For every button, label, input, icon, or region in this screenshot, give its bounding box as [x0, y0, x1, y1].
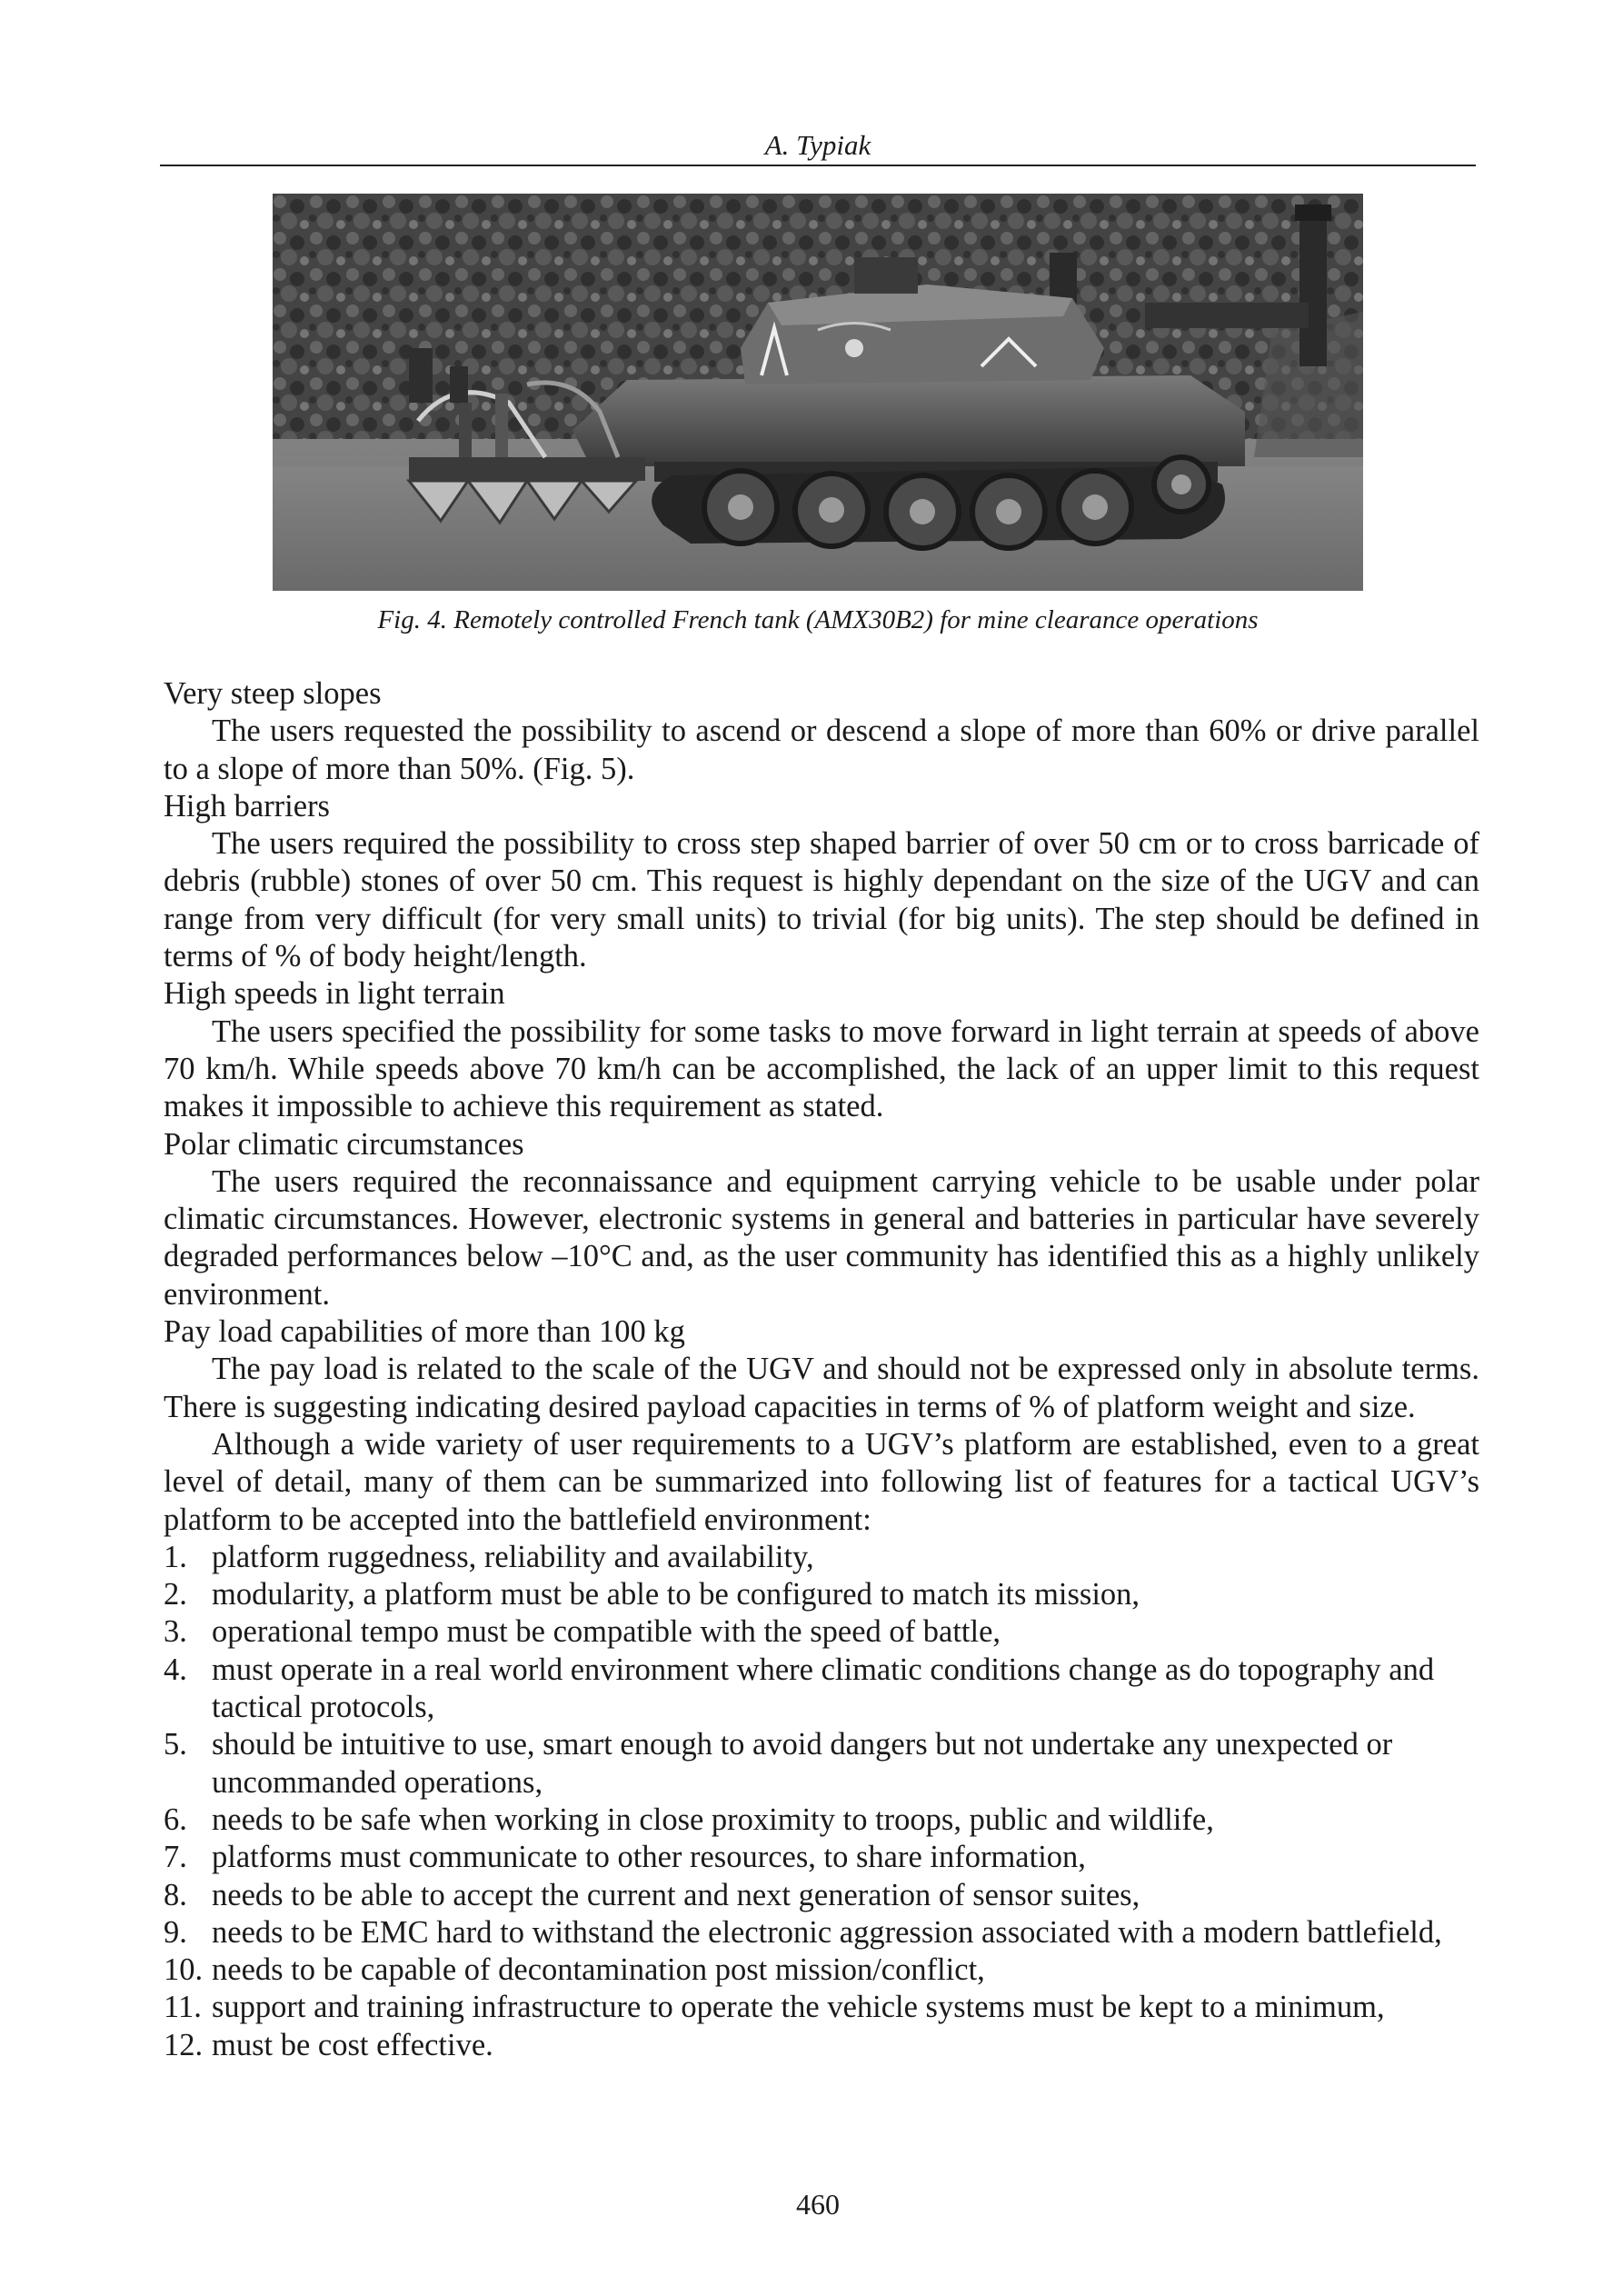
- list-item: [164, 1613, 1479, 1651]
- list-item: [164, 1877, 1479, 1914]
- list-item: [164, 1989, 1479, 2026]
- list-number: 10.: [164, 1952, 204, 1988]
- running-head: A. Typiak: [764, 129, 871, 161]
- features-list: [164, 1539, 1479, 2064]
- list-number: 7.: [164, 1840, 187, 1875]
- list-item: [164, 1952, 1479, 1989]
- list-item: [164, 1802, 1479, 1839]
- list-text: platforms must communicate to other resources, to share information,: [212, 1840, 1086, 1875]
- list-text: should be intuitive to use, smart enough to avoid dangers but not undertake any unexpected or uncommanded operations,: [212, 1727, 1393, 1800]
- list-item: [164, 1576, 1479, 1613]
- header-rule: [160, 165, 1476, 166]
- list-text: support and training infrastructure to operate the vehicle systems must be kept to a minimum,: [212, 1990, 1385, 2025]
- list-text: needs to be safe when working in close proximity to troops, public and wildlife,: [212, 1802, 1214, 1837]
- list-text: must operate in a real world environment where climatic conditions change as do topography and tactical protocols,: [212, 1652, 1435, 1725]
- list-item: [164, 2027, 1479, 2064]
- summary-paragraph: Although a wide variety of user requirements to a UGV’s platform are established, even to a great level of detail, many of them can be summarized into following list of features for a tactical UGV’s platform to be accepted into the battlefield environment:: [164, 1426, 1479, 1537]
- figure-caption: Fig. 4. Remotely controlled French tank (AMX30B2) for mine clearance operations: [377, 605, 1259, 634]
- section-heading: High speeds in light terrain: [164, 976, 505, 1012]
- page-number: 460: [796, 2188, 840, 2221]
- section-paragraph: The users required the reconnaissance and equipment carrying vehicle to be usable under polar climatic circumstances. However, electronic systems in general and batteries in particular have severely degraded performances below –10°C and, as the user community has identified this as a highly unlikely environment.: [164, 1163, 1479, 1312]
- list-text: needs to be EMC hard to withstand the electronic aggression associated with a modern battlefield,: [212, 1914, 1442, 1950]
- tank-photo: [273, 194, 1363, 591]
- list-item: [164, 1726, 1479, 1802]
- list-item: [164, 1839, 1479, 1876]
- list-number: 9.: [164, 1914, 187, 1950]
- list-text: must be cost effective.: [212, 2027, 493, 2062]
- list-number: 3.: [164, 1614, 187, 1650]
- section-heading: Very steep slopes: [164, 676, 382, 711]
- list-text: platform ruggedness, reliability and availability,: [212, 1539, 814, 1574]
- section-paragraph: The users specified the possibility for some tasks to move forward in light terrain at speeds of above 70 km/h. While speeds above 70 km/h can be accomplished, the lack of an upper limit to this request makes it impossible to achieve this requirement as stated.: [164, 1013, 1479, 1124]
- section-paragraph: The users requested the possibility to ascend or descend a slope of more than 60% or drive parallel to a slope of more than 50%. (Fig. 5).: [164, 714, 1479, 786]
- list-text: needs to be capable of decontamination post mission/conflict,: [212, 1952, 985, 1988]
- list-number: 5.: [164, 1727, 187, 1762]
- list-text: modularity, a platform must be able to be configured to match its mission,: [212, 1577, 1140, 1612]
- section-paragraph: The pay load is related to the scale of the UGV and should not be expressed only in absolute terms. There is suggesting indicating desired payload capacities in terms of % of platform weight and size.: [164, 1352, 1479, 1424]
- list-text: needs to be able to accept the current and next generation of sensor suites,: [212, 1877, 1140, 1912]
- list-item: [164, 1652, 1479, 1727]
- list-number: 2.: [164, 1577, 187, 1612]
- list-number: 4.: [164, 1652, 187, 1687]
- list-item: [164, 1539, 1479, 1576]
- list-item: [164, 1914, 1479, 1952]
- section-paragraph: The users required the possibility to cross step shaped barrier of over 50 cm or to cross barricade of debris (rubble) stones of over 50 cm. This request is highly dependant on the size of the UGV and can range from very difficult (for very small units) to trivial (for big units). The step should be defined in terms of % of body height/length.: [164, 826, 1479, 974]
- section-heading: High barriers: [164, 788, 330, 824]
- list-number: 1.: [164, 1539, 187, 1574]
- list-number: 6.: [164, 1802, 187, 1837]
- list-number: 8.: [164, 1877, 187, 1912]
- list-number: 12.: [164, 2027, 204, 2062]
- list-text: operational tempo must be compatible with the speed of battle,: [212, 1614, 1001, 1650]
- list-number: 11.: [164, 1990, 202, 2025]
- body-text: [164, 675, 1479, 2064]
- section-heading: Polar climatic circumstances: [164, 1126, 524, 1162]
- section-heading: Pay load capabilities of more than 100 kg: [164, 1314, 685, 1350]
